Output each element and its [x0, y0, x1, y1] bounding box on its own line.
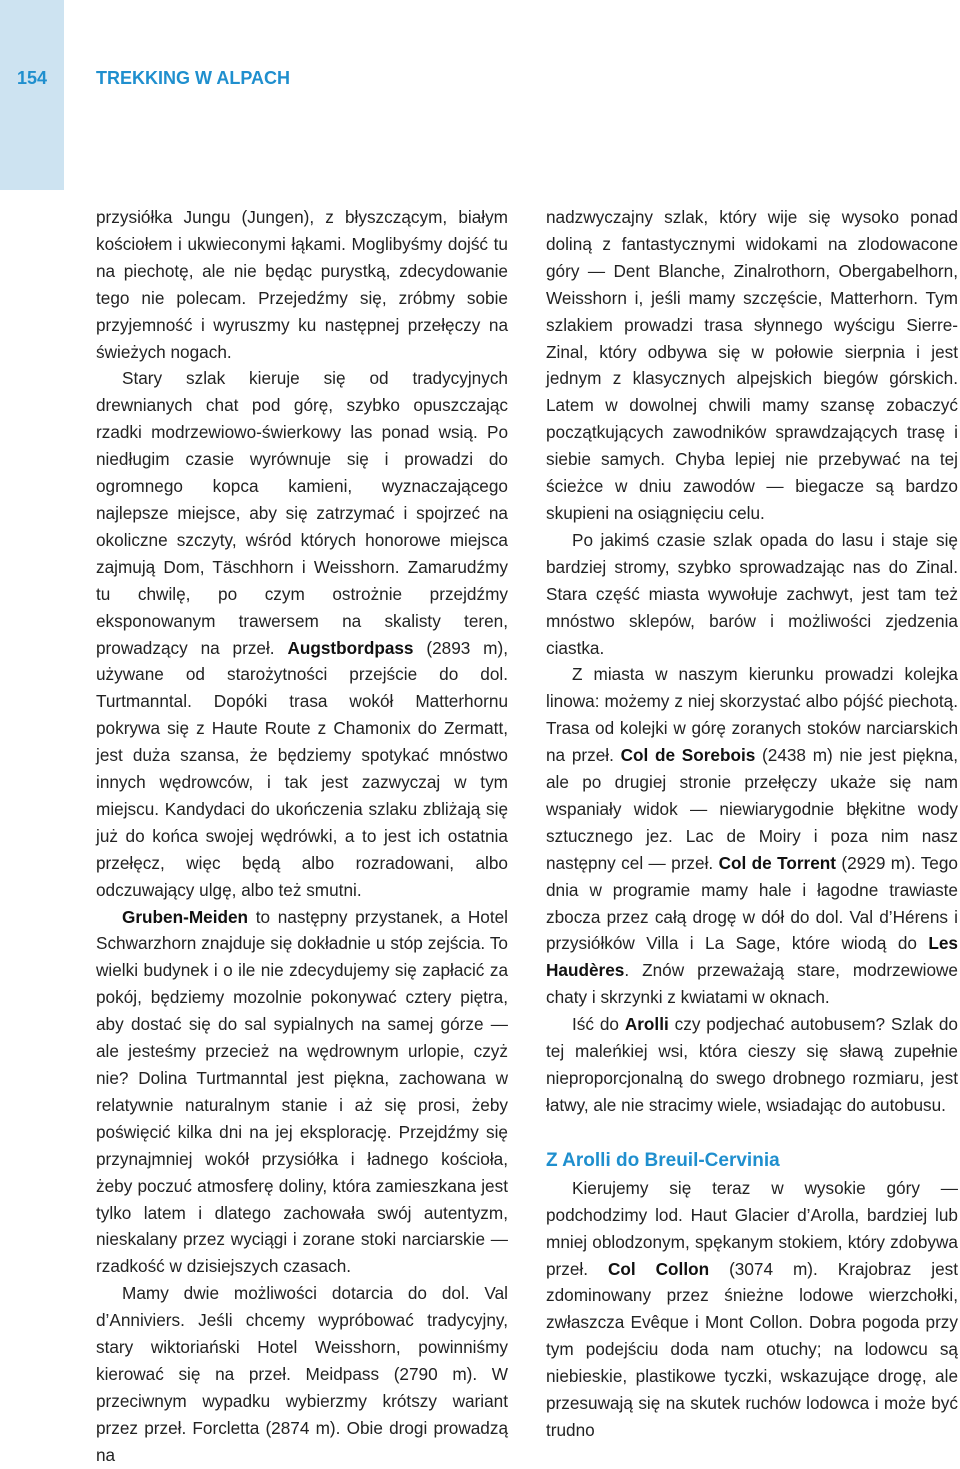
paragraph: Stary szlak kieruje się od tradycyjnych drewnianych chat pod górę, szybko opuszczając rzadki modrzewiowo-świerkowy las ponad wsią. Po niedługim czasie wyrównuje się i prowadzi do ogromnego kopca kamieni, wyznaczającego najlepsze miejsce, aby się zatrzymać i spojrzeć na okoliczne szczyty, wśród których honorowe miejsca zajmują Dom, Täschhorn i Weisshorn. Zamarudźmy tu chwilę, po czym ostrożnie przejdźmy eksponowanym trawersem na skalisty teren, prowadzący na przeł. Augstbordpass (2893 m), używane od starożytności przejście do dol. Turtmanntal. Dopóki trasa wokół Matterhornu pokrywa się z Haute Route z Chamonix do Zermatt, jest duża szansa, że będziemy spotykać mnóstwo innych wędrowców, i tak jest zazwyczaj w tym miejscu. Kandydaci do ukończenia szlaku zbliżają się już do końca swojej wędrówki, a to jest ich ostatnia przełęcz, więc będą albo rozradowani, albo odczuwający ulgę, albo też smutni.	[96, 368, 508, 900]
place-name: Arolli	[624, 1014, 669, 1035]
paragraph: Kierujemy się teraz w wysokie góry — podchodzimy lod. Haut Glacier d’Arolla, bardziej lub mniej oblodzonym, spękanym stokiem, który zdobywa przeł. Col Collon (3074 m). Krajobraz jest zdominowany przez śnieżne lodowe wierzchołki, zwłaszcza Evêque i Mont Collon. Dobra pogoda przy tym podejściu doda nam otuchy; na lodowcu są niebieskie, plastikowe tyczki, wskazujące drogę, ale przesuwają się na skutek ruchów lodowca i może być trudno	[546, 1177, 959, 1440]
page-number: 154	[16, 68, 48, 88]
paragraph: Po jakimś czasie szlak opada do lasu i staje się bardziej stromy, szybko sprowadzając nas do Zinal. Stara część miasta wywołuje zachwyt, jest tam też mnóstwo sklepów, barów i możliwości zjedzenia ciastka.	[546, 529, 958, 658]
place-name: Augstbordpass	[287, 637, 414, 658]
page-number-tab	[0, 0, 64, 190]
paragraph: Iść do Arolli czy podjechać autobusem? Szlak do tej maleńkiej wsi, która cieszy się sławą zupełnie nieproporcjonalną do swego drobnego rozmiaru, jest łatwy, ale nie stracimy wiele, wsiadając do autobusu.	[546, 1014, 958, 1115]
place-name: Les Haudères	[546, 933, 958, 981]
left-column	[96, 204, 509, 1465]
right-column	[546, 204, 959, 1440]
section-title: Z Arolli do Breuil-Cervinia	[546, 1149, 780, 1171]
running-title: TREKKING W ALPACH	[96, 68, 290, 88]
paragraph: Z miasta w naszym kierunku prowadzi kolejka linowa: możemy z niej skorzystać albo pójść piechotą. Trasa od kolejki w górę zoranych stoków narciarskich na przeł. Col de Sorebois (2438 m) nie jest piękna, ale po drugiej stronie przełęczy ukaże się nam wspaniały widok — niewiarygodnie błękitne wody sztucznego jez. Lac de Moiry i poza nim nasz następny cel — przeł. Col de Torrent (2929 m). Tego dnia w programie mamy hale i łagodne trawiaste zbocza przez całą drogę w dół do dol. Val d’Hérens i przysiółków Villa i La Sage, które wiodą do Les Haudères. Znów przeważają stare, modrzewiowe chaty i skrzynki z kwiatami w oknach.	[546, 664, 958, 1008]
place-name: Col de Torrent	[718, 852, 837, 873]
place-name: Col Collon	[608, 1258, 710, 1279]
paragraph: Mamy dwie możliwości dotarcia do dol. Val d’Anniviers. Jeśli chcemy wypróbować tradycyjny, stary wiktoriański Hotel Weisshorn, powinniśmy kierować się na przeł. Meidpass (2790 m). W przeciwnym wypadku wybierzmy krótszy wariant przez przeł. Forcletta (2874 m). Obie drogi prowadzą na	[96, 1283, 508, 1465]
place-name: Col de Sorebois	[620, 745, 756, 766]
page-header	[0, 0, 960, 190]
place-name: Gruben-Meiden	[122, 906, 249, 927]
paragraph: nadzwyczajny szlak, który wije się wysoko ponad doliną z fantastycznymi widokami na zlodowacone góry — Dent Blanche, Zinalrothorn, Obergabelhorn, Weisshorn i, jeśli mamy szczęście, Matterhorn. Tym szlakiem prowadzi trasa słynnego wyścigu Sierre-Zinal, który odbywa się w połowie sierpnia i jest jednym z klasycznych alpejskich biegów górskich. Latem w dowolnej chwili mamy szansę zobaczyć początkujących zawodników sprawdzających trasę i siebie samych. Chyba lepiej nie przebywać na tej ścieżce w dniu zawodów — biegacze są bardzo skupieni na osiągnięciu celu.	[546, 207, 958, 523]
paragraph: przysiółka Jungu (Jungen), z błyszczącym, białym kościołem i ukwieconymi łąkami. Moglibyśmy dojść tu na piechotę, ale nie będąc purystką, zdecydowanie tego nie polecam. Przejedźmy się, zróbmy sobie przyjemność i wyruszmy ku następnej przełęczy na świeżych nogach.	[96, 207, 508, 362]
paragraph: Gruben-Meiden to następny przystanek, a Hotel Schwarzhorn znajduje się dokładnie u stóp zejścia. To wielki budynek i o ile nie zdecydujemy się zapłacić za pokój, będziemy mozolnie pokonywać cztery piętra, aby dostać się do sal sypialnych na samej górze — ale jesteśmy przecież na wędrownym urlopie, czyż nie? Dolina Turtmanntal jest piękna, zachowana w relatywnie naturalnym stanie i aż się prosi, żeby poświęcić kilka dni na jej eksplorację. Przejdźmy się przynajmniej wokół przysiółka i ładnego kościoła, żeby poczuć atmosferę doliny, która zamieszkana jest tylko latem i dlatego zachowała swój autentyzm, nieskalany przez wyciągi i zorane stoki narciarskie — rzadkość w dzisiejszych czasach.	[96, 906, 509, 1277]
